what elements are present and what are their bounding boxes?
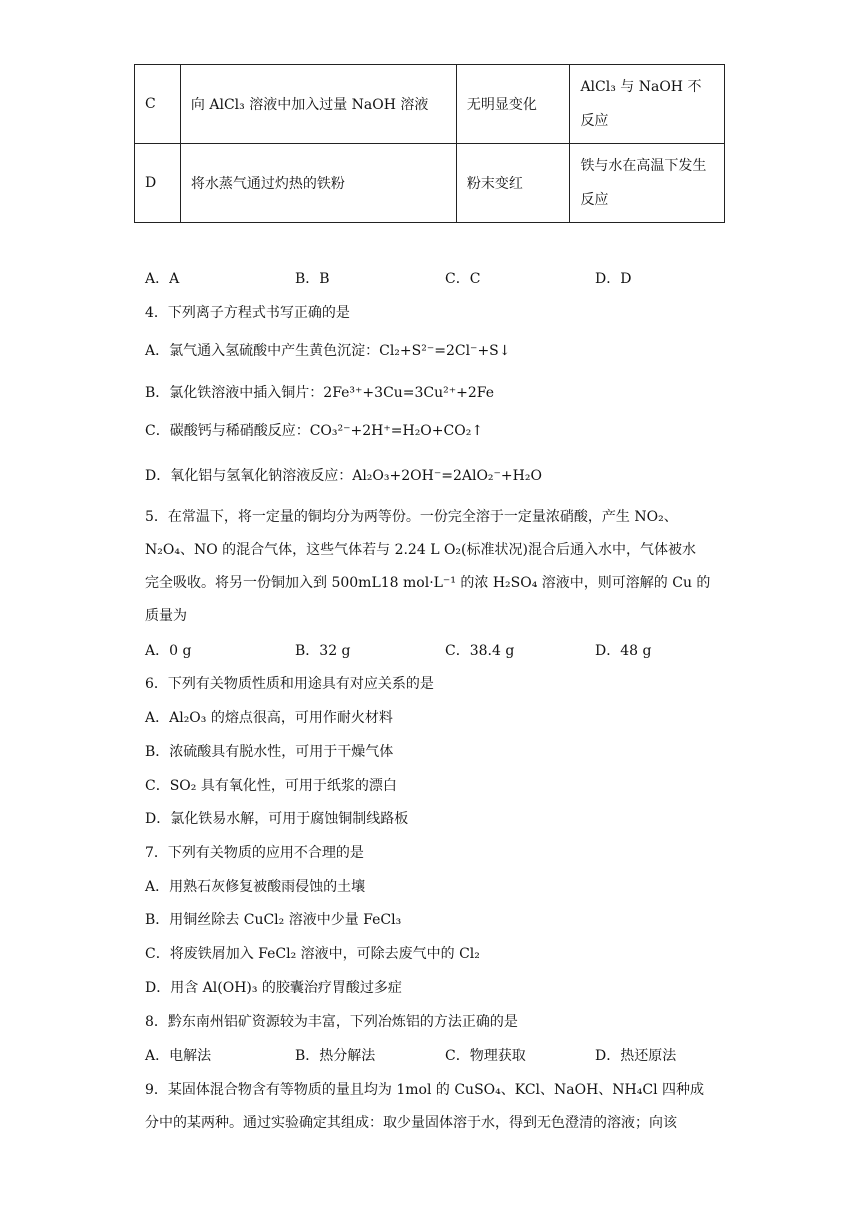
option-b: B．热分解法 — [295, 1048, 376, 1064]
q5-line: N₂O₄、NO 的混合气体，这些气体若与 2.24 L O₂(标准状况)混合后通入水中，气体被水 — [145, 542, 696, 558]
q9-line: 9．某固体混合物含有等物质的量且均为 1mol 的 CuSO₄、KCl、NaOH、NH₄Cl 四种成 — [145, 1082, 705, 1098]
option-d: D．D — [595, 271, 632, 287]
q6-option-c: C．SO₂ 具有氧化性，可用于纸浆的漂白 — [145, 778, 397, 794]
q7-option-a: A．用熟石灰修复被酸雨侵蚀的土壤 — [145, 879, 366, 895]
q6-option-d: D．氯化铁易水解，可用于腐蚀铜制线路板 — [145, 811, 409, 827]
option-d: D．48 g — [595, 643, 652, 659]
q7-stem: 7．下列有关物质的应用不合理的是 — [145, 845, 364, 861]
q7-option-b: B．用铜丝除去 CuCl₂ 溶液中少量 FeCl₃ — [145, 912, 402, 928]
conclusion-cell: AlCl₃ 与 NaOH 不反应 — [570, 65, 725, 144]
operation-cell: 将水蒸气通过灼热的铁粉 — [180, 144, 456, 223]
q4-option-c: C．碳酸钙与稀硝酸反应：CO₃²⁻+2H⁺=H₂O+CO₂↑ — [145, 423, 484, 439]
option-c: C．C — [445, 271, 481, 287]
q4-option-b: B．氯化铁溶液中插入铜片：2Fe³⁺+3Cu=3Cu²⁺+2Fe — [145, 385, 495, 401]
experiment-table — [134, 64, 725, 223]
option-a: A．A — [145, 271, 180, 287]
q6-option-b: B．浓硫酸具有脱水性，可用于干燥气体 — [145, 744, 394, 760]
q7-option-d: D．用含 Al(OH)₃ 的胶囊治疗胃酸过多症 — [145, 980, 402, 996]
row-label: D — [135, 144, 181, 223]
option-c: C．物理获取 — [445, 1048, 526, 1064]
q7-option-c: C．将废铁屑加入 FeCl₂ 溶液中，可除去废气中的 Cl₂ — [145, 946, 480, 962]
q4-option-d: D．氧化铝与氢氧化钠溶液反应：Al₂O₃+2OH⁻=2AlO₂⁻+H₂O — [145, 468, 542, 484]
q4-option-a: A．氯气通入氢硫酸中产生黄色沉淀：Cl₂+S²⁻=2Cl⁻+S↓ — [145, 343, 511, 359]
q8-stem: 8．黔东南州铝矿资源较为丰富，下列冶炼铝的方法正确的是 — [145, 1014, 518, 1030]
q6-option-a: A．Al₂O₃ 的熔点很高，可用作耐火材料 — [145, 710, 393, 726]
phenomenon-cell: 粉末变红 — [456, 144, 570, 223]
option-d: D．热还原法 — [595, 1048, 677, 1064]
q4-stem: 4．下列离子方程式书写正确的是 — [145, 305, 350, 321]
q5-line: 质量为 — [145, 608, 187, 624]
operation-cell: 向 AlCl₃ 溶液中加入过量 NaOH 溶液 — [180, 65, 456, 144]
q5-line: 完全吸收。将另一份铜加入到 500mL18 mol·L⁻¹ 的浓 H₂SO₄ 溶液中，则可溶解的 Cu 的 — [145, 575, 711, 591]
option-a: A．电解法 — [145, 1048, 212, 1064]
phenomenon-cell: 无明显变化 — [456, 65, 570, 144]
q5-line: 5．在常温下，将一定量的铜均分为两等份。一份完全溶于一定量浓硝酸，产生 NO₂、 — [145, 509, 678, 525]
table-row — [135, 65, 725, 144]
option-a: A．0 g — [145, 643, 192, 659]
q6-stem: 6．下列有关物质性质和用途具有对应关系的是 — [145, 676, 434, 692]
conclusion-cell: 铁与水在高温下发生反应 — [570, 144, 725, 223]
option-b: B．32 g — [295, 643, 351, 659]
option-b: B．B — [295, 271, 330, 287]
row-label: C — [135, 65, 181, 144]
q9-line: 分中的某两种。通过实验确定其组成：取少量固体溶于水，得到无色澄清的溶液；向该 — [145, 1115, 677, 1131]
table-row — [135, 144, 725, 223]
option-c: C．38.4 g — [445, 643, 515, 659]
